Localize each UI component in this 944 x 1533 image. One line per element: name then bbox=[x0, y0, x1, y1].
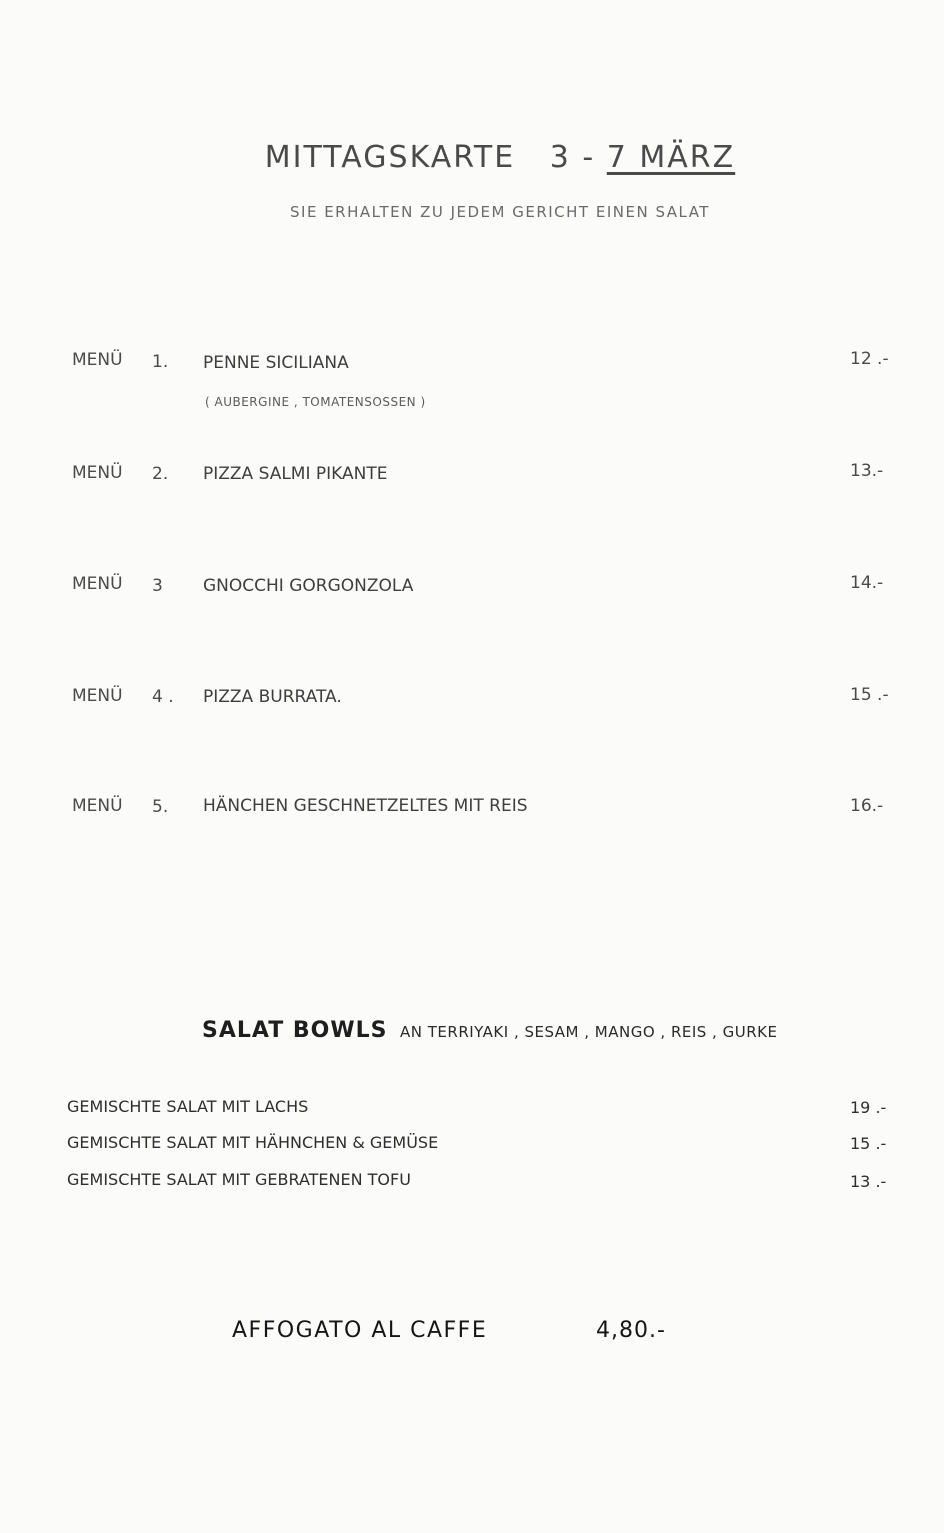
salad-name: GEMISCHTE SALAT MIT HÄHNCHEN & GEMÜSE bbox=[67, 1133, 439, 1152]
menu-number: 3 bbox=[152, 576, 163, 596]
menu-dish: PENNE SICILIANA bbox=[203, 353, 349, 373]
page-subtitle: SIE ERHALTEN ZU JEDEM GERICHT EINEN SALAT bbox=[290, 203, 710, 221]
menu-label: MENÜ bbox=[72, 796, 123, 816]
menu-dish: PIZZA SALMI PIKANTE bbox=[203, 464, 388, 484]
menu-number: 4 . bbox=[152, 687, 174, 707]
salad-price: 13 .- bbox=[850, 1172, 887, 1191]
title-text: MITTAGSKARTE bbox=[264, 140, 516, 175]
menu-price: 16.- bbox=[850, 796, 884, 816]
menu-price: 12 .- bbox=[850, 349, 889, 369]
dessert-price: 4,80.- bbox=[596, 1318, 666, 1343]
page-title bbox=[0, 140, 944, 175]
menu-label: MENÜ bbox=[72, 463, 123, 483]
menu-dish: HÄNCHEN GESCHNETZELTES MIT REIS bbox=[203, 796, 528, 816]
menu-label: MENÜ bbox=[72, 686, 123, 706]
menu-price: 13.- bbox=[850, 461, 884, 481]
dessert-name: AFFOGATO AL CAFFE bbox=[232, 1318, 488, 1343]
salad-name: GEMISCHTE SALAT MIT GEBRATENEN TOFU bbox=[67, 1170, 411, 1189]
salad-name: GEMISCHTE SALAT MIT LACHS bbox=[67, 1097, 309, 1116]
menu-dish: PIZZA BURRATA. bbox=[203, 687, 342, 707]
date-start: 3 - bbox=[549, 140, 607, 175]
menu-number: 5. bbox=[152, 797, 169, 817]
menu-number: 2. bbox=[152, 464, 169, 484]
menu-price: 15 .- bbox=[850, 685, 889, 705]
menu-dish: GNOCCHI GORGONZOLA bbox=[203, 576, 414, 596]
menu-note: ( AUBERGINE , TOMATENSOSSEN ) bbox=[205, 395, 426, 409]
salad-price: 15 .- bbox=[850, 1134, 887, 1153]
menu-label: MENÜ bbox=[72, 574, 123, 594]
date-end: 7 MÄRZ bbox=[606, 140, 736, 175]
salad-price: 19 .- bbox=[850, 1098, 887, 1117]
section-heading: SALAT BOWLS bbox=[202, 1018, 388, 1043]
menu-price: 14.- bbox=[850, 573, 884, 593]
menu-label: MENÜ bbox=[72, 350, 123, 370]
section-subtitle: AN TERRIYAKI , SESAM , MANGO , REIS , GURKE bbox=[400, 1023, 778, 1041]
menu-number: 1. bbox=[152, 352, 169, 372]
